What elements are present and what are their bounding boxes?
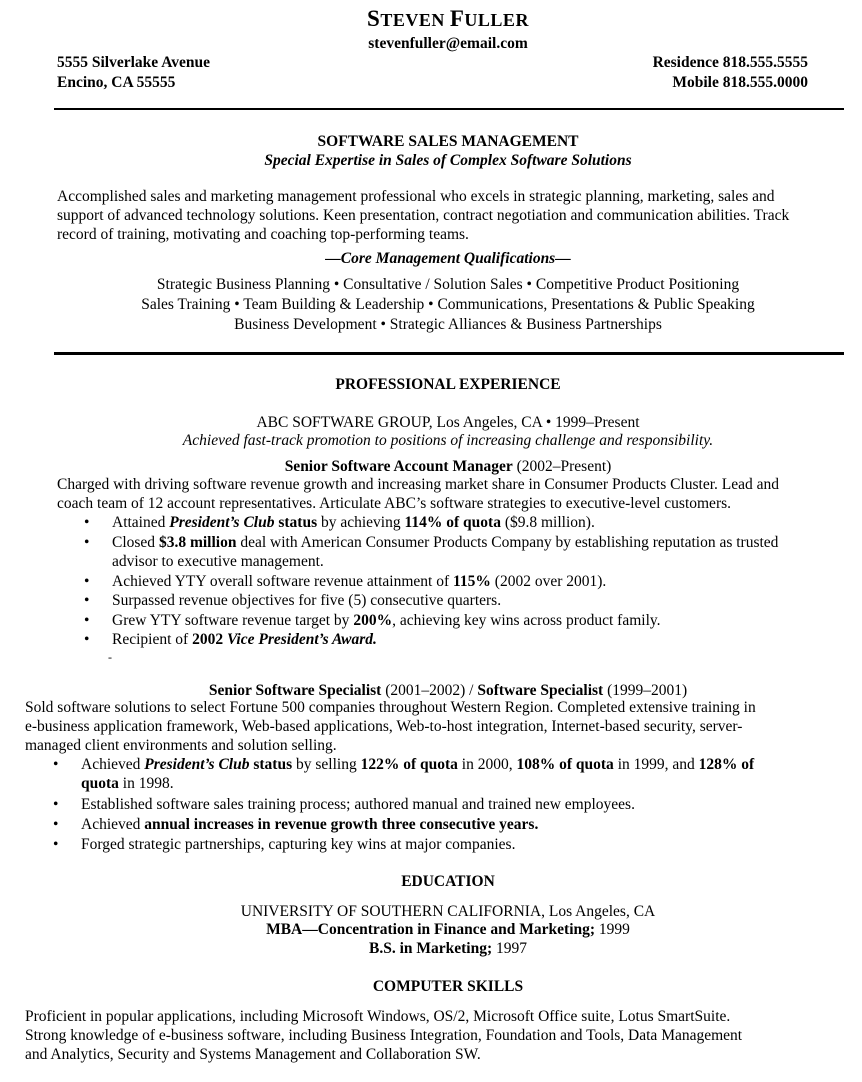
core-qualifications-heading: —Core Management Qualifications— [325,250,571,267]
residence-phone: Residence 818.555.5555 [652,54,808,71]
role-1-description: Charged with driving software revenue growth and increasing market share in Consumer Products Cluster. Lead and coach team of 12 account representatives. Articulate ABC’s software strategies to executive-level customers. [57,476,779,512]
bullet-icon: • [53,796,59,813]
summary-title: SOFTWARE SALES MANAGEMENT [317,133,579,150]
role-1-achievements [84,513,844,650]
education-heading: EDUCATION [401,873,495,890]
summary-subtitle: Special Expertise in Sales of Complex Software Solutions [264,152,632,169]
company-tagline: Achieved fast-track promotion to positions of increasing challenge and responsibility. [182,432,714,449]
mobile-phone: Mobile 818.555.0000 [672,74,808,91]
bullet-icon: • [84,572,90,590]
achievement-item: • Achieved annual increases in revenue growth three consecutive years. [53,816,539,833]
achievement-item: • Achieved YTY overall software revenue attainment of 115% (2002 over 2001). [84,572,607,590]
education-degree-1: MBA—Concentration in Finance and Marketing; 1999 [266,921,630,938]
experience-heading: PROFESSIONAL EXPERIENCE [335,376,561,393]
skills-paragraph: Proficient in popular applications, including Microsoft Windows, OS/2, Microsoft Office suite, Lotus SmartSuite. Strong knowledge of e-business software, including Business Integration, Foundation and Tools, Data Management and Analytics, Security and Systems Management and Collaboration SW. [25,1008,743,1063]
header-divider [54,108,844,110]
bullet-icon: • [84,611,90,629]
stray-mark: - [108,650,112,664]
summary-paragraph: Accomplished sales and marketing management professional who excels in strategic planning, marketing, sales and support of advanced technology solutions. Keen presentation, contract negotiation and communication abilities. Track record of training, motivating and coaching top-performing teams. [57,188,790,243]
bullet-icon: • [84,592,90,609]
address-line-1: 5555 Silverlake Avenue [57,54,210,71]
bullet-icon: • [84,533,90,551]
education-degree-2: B.S. in Marketing; 1997 [368,940,528,957]
bullet-icon: • [53,756,59,773]
achievement-item: • Established software sales training process; authored manual and trained new employees. [53,796,635,813]
role-2-description: Sold software solutions to select Fortune 500 companies throughout Western Region. Completed extensive training in e-business application framework, Web-based applications, Web-to-host integration, Internet-based security, server- managed client environments and solution selling. [25,699,756,754]
bullet-icon: • [53,836,59,853]
bullet-icon: • [53,816,59,833]
email: stevenfuller@email.com [368,35,528,52]
achievement-item: • Grew YTY software revenue target by 200%, achieving key wins across product family. [84,611,661,629]
company-line: ABC SOFTWARE GROUP, Los Angeles, CA • 1999–Present [256,414,640,431]
achievement-item: • Attained President’s Club status by achieving 114% of quota ($9.8 million). [84,514,595,531]
role-1-title: Senior Software Account Manager (2002–Present) [284,458,612,475]
achievement-item: • Achieved President’s Club status by selling 122% of quota in 2000, 108% of quota in 1999, and 128% of quota in 1998. [53,756,755,792]
role-2-achievements [53,755,843,855]
education-school: UNIVERSITY OF SOUTHERN CALIFORNIA, Los Angeles, CA [240,903,656,920]
achievement-item: • Recipient of 2002 Vice President’s Award. [84,631,377,648]
bullet-icon: • [84,514,90,531]
achievement-item: • Surpassed revenue objectives for five (5) consecutive quarters. [84,592,502,609]
resume-name: STEVEN FULLER [367,6,529,31]
role-2-title: Senior Software Specialist (2001–2002) / Software Specialist (1999–2001) [208,682,688,699]
skills-heading: COMPUTER SKILLS [372,978,524,995]
achievement-item: • Forged strategic partnerships, capturing key wins at major companies. [53,836,516,853]
address-line-2: Encino, CA 55555 [57,74,176,91]
bullet-icon: • [84,631,90,648]
summary-divider [54,352,844,355]
achievement-item: • Closed $3.8 million deal with American Consumer Products Company by establishing reputation as trusted advisor to executive management. [84,533,779,570]
core-qualifications-list: Strategic Business Planning • Consultative / Solution Sales • Competitive Product Positioning Sales Training • Team Building & Leadership • Communications, Presentations & Public Speaking Business Development • Strategic Alliances & Business Partnerships [141,276,755,333]
